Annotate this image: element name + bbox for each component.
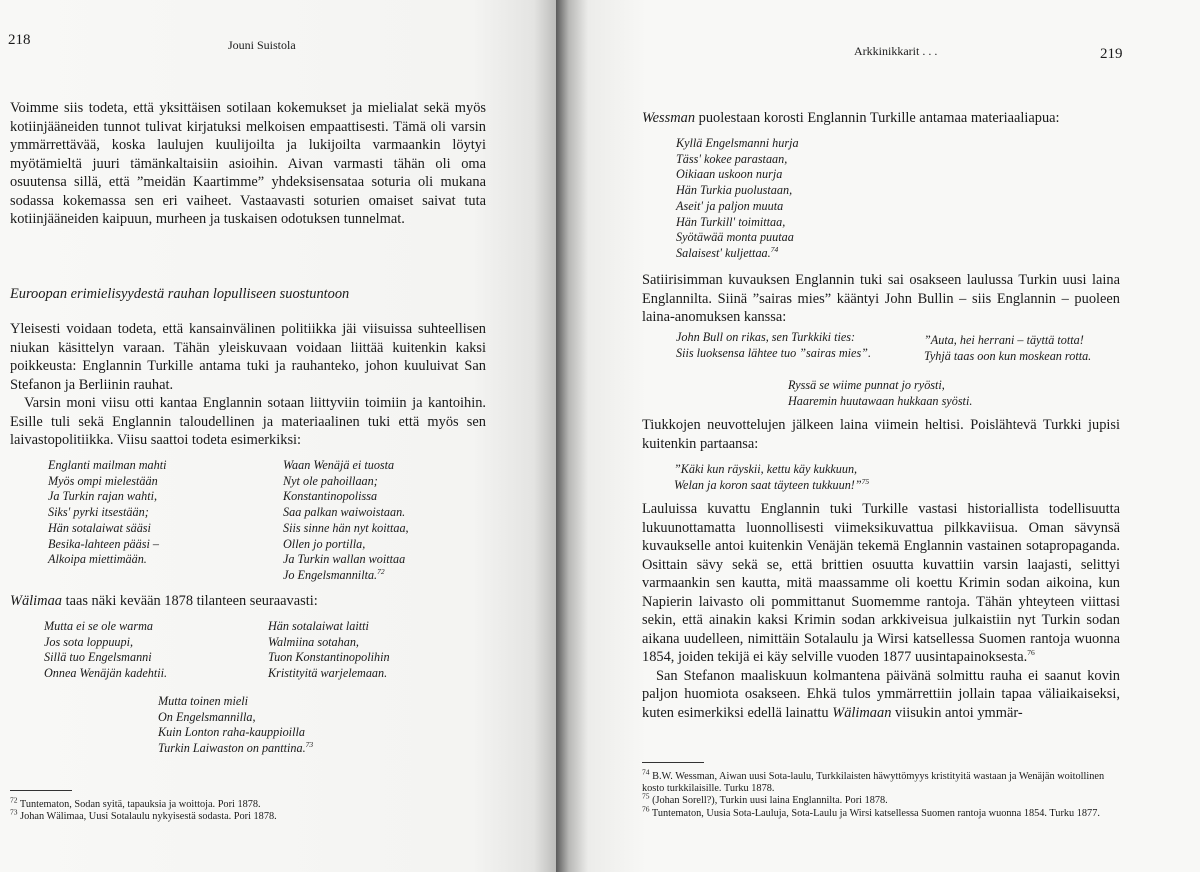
footnote-rule xyxy=(10,790,72,791)
poem-line: Nyt ole pahoillaan; xyxy=(283,473,378,488)
poem-line: Sillä tuo Engelsmanni xyxy=(44,650,152,665)
section-heading: Euroopan erimielisyydestä rauhan lopulliseen suostuntoon xyxy=(10,286,350,302)
poem-line: Haaremin huutawaan hukkaan syösti. xyxy=(788,393,973,408)
paragraph xyxy=(642,500,1120,722)
poem-line: Alkoipa miettimään. xyxy=(48,552,147,567)
poem-line: Hän Turkia puolustaan, xyxy=(676,183,793,198)
footnote-ref: 73 xyxy=(305,740,314,750)
poem-line: Konstantinopolissa xyxy=(283,489,378,504)
poem-line: Hän sotalaiwat sääsi xyxy=(48,520,151,535)
footnote xyxy=(642,791,1122,807)
footnote xyxy=(10,795,480,811)
paragraph-text: puolestaan korosti Englannin Turkille antamaa materiaaliapua: xyxy=(698,110,1060,126)
poem-line: Täss' kokee parastaan, xyxy=(676,151,788,166)
poem-column xyxy=(44,619,167,682)
paragraph xyxy=(10,320,486,450)
footnote-ref: 75 xyxy=(861,476,870,486)
poem-line: Ja Turkin rajan wahti, xyxy=(48,489,158,504)
poem-line: Tuon Konstantinopolihin xyxy=(268,650,390,665)
poem-line: Jos sota loppuupi, xyxy=(44,634,134,649)
author-name: Wessman xyxy=(642,110,696,126)
poem-line: Siks' pyrki itsestään; xyxy=(48,505,149,520)
poem-line: Ollen jo portilla, xyxy=(283,536,366,551)
poem-line: Syötäwää monta puutaa xyxy=(676,230,794,245)
footnote-number: 72 xyxy=(10,795,18,805)
paragraph xyxy=(10,99,486,229)
poem-line: Mutta ei se ole warma xyxy=(44,619,153,633)
poem-column xyxy=(674,462,869,493)
poem-line: Besika-lahteen pääsi – xyxy=(48,536,160,551)
poem-column xyxy=(676,330,871,361)
poem-line: Jo Engelsmannilta.$^{72}$ xyxy=(283,566,385,582)
poem-column xyxy=(48,458,167,568)
poem-line: Aseit' ja paljon muuta xyxy=(676,198,784,213)
paragraph xyxy=(642,271,1120,327)
footnote xyxy=(10,807,480,823)
footnote-text: Tuntematon, Sodan syitä, tapauksia ja woittoja. Pori 1878. xyxy=(17,799,261,810)
poem-column xyxy=(158,694,313,757)
footnote-text: Johan Wälimaa, Uusi Sotalaulu nykyisestä sodasta. Pori 1878. xyxy=(17,811,277,823)
poem-line: Salaisest' kuljettaa.$^{74}$ xyxy=(676,244,779,260)
poem-line: Hän Turkill' toimittaa, xyxy=(676,214,786,229)
poem-line: ”Käki kun räyskii, kettu käy kukkuun, xyxy=(674,462,858,476)
footnote-text: (Johan Sorell?), Turkin uusi laina Englannilta. Pori 1878. xyxy=(649,795,888,807)
poem-line: Siis sinne hän nyt koittaa, xyxy=(283,520,409,535)
poem-line: Walmiina sotahan, xyxy=(268,634,359,649)
footnote-rule xyxy=(642,762,704,763)
poem-line: Oikiaan uskoon nurja xyxy=(676,167,783,182)
paragraph-text: Yleisesti voidaan todeta, että kansainvälinen politiikka jäi viisuissa suhteellisen niukan käsittelyn varaan. Tähän yleiskuvaan voidaan liittää kuitenkin kaksi poikkeusta: Englannin Turkille antama tuki ja rauhanteko, johon kuuluivat San Stefanon ja Berliinin rauhat. xyxy=(10,321,486,393)
paragraph-text: Voimme siis todeta, että yksittäisen sotilaan kokemukset ja mielialat sekä myös kotiinjääneiden tunnot tulivat kirjatuksi melkoisen empaattisesti. Tämä oli varsin ymmärrettävää, koska laulujen kuulijoilta ja lukijoilta varmaankin löytyi myötämieltä juuri tämänkaltaisiin asioihin. Aivan varmasti tähän oli oma osuutensa sillä, että ”meidän Kaartimme” yhdeksisensataa soturia oli mukana sodassa kokemassa sen eri vaiheet. Vastaavasti soturien omaiset saivat tuta kotiinjääneiden kaipuun, murheen ja tuskaisen odotuksen tunnelmat. xyxy=(10,100,486,227)
paragraph-text: Tiukkojen neuvottelujen jälkeen laina viimein heltisi. Poislähtevä Turkki jupisi kuitenkin partaansa: xyxy=(642,417,1120,452)
poem-line: Turkin Laiwaston on panttina.$^{73}$ xyxy=(158,740,314,756)
running-head: Jouni Suistola xyxy=(228,38,296,52)
poem-line: Tyhjä taas oon kun moskean rotta. xyxy=(924,348,1092,363)
footnote xyxy=(642,804,1122,820)
author-name: Wälimaa xyxy=(10,593,62,609)
right-page xyxy=(556,0,1200,872)
footnote-number: 73 xyxy=(10,807,18,817)
footnote-text: B.W. Wessman, Aiwan uusi Sota-laulu, Turkkilaisten häwyttömyys kristityitä wastaan ja Wenäjän woitollinen kosto turkkilaisille. Turku 1878. xyxy=(642,771,1105,795)
poem-line: Mutta toinen mieli xyxy=(158,694,249,708)
footnotes xyxy=(642,767,1122,820)
poem-column xyxy=(283,458,409,584)
poem-line: Hän sotalaiwat laitti xyxy=(268,619,369,633)
footnote-number: 76 xyxy=(642,804,650,814)
author-name: Wälimaan xyxy=(832,704,892,721)
footnote xyxy=(642,767,1122,795)
paragraph xyxy=(10,592,486,611)
poem-column xyxy=(268,619,390,682)
page-number: 219 xyxy=(1100,46,1123,62)
page-number: 218 xyxy=(8,32,31,48)
poem-line: Welan ja koron saat täyteen tukkuun!”$^{75}$ xyxy=(674,476,870,492)
poem-line: Kuin Lonton raha-kauppioilla xyxy=(158,725,305,740)
paragraph xyxy=(642,109,1120,128)
poem-column xyxy=(924,333,1091,364)
paragraph-text: San Stefanon maaliskuun kolmantena päivänä solmittu rauha ei saanut kovin paljon huomiota osakseen. Ehkä tulos ymmärrettiin jollain tapaa väliaikaiseksi, kuten esimerkiksi edellä lainattu xyxy=(642,667,1120,721)
poem-line: Ryssä se wiime punnat jo ryösti, xyxy=(788,378,945,392)
poem-line: Saa palkan waiwoistaan. xyxy=(283,505,406,520)
paragraph-text: Lauluissa kuvattu Englannin tuki Turkille vastasi historiallista todellisuutta lukuunottamatta luonnollisesti viimeksikuvattua pilkkaviisua. Oman sävynsä kuvaukselle antoi kuitenkin Venäjän tekemä Englannin vastainen sotapropaganda. Osittain sävy sekä se, että brittien osuutta kuvattiin varsin laajasti, selittyi varmaankin sen kautta, mitä maassamme oli koettu Krimin sodan aikoina, kun Napierin laivasto oli pommittanut Suomemme rantoja. Tähän yhteyteen viittasi sekin, että ainakin kaksi Krimin sodan arkkiveisua julkaistiin nyt Turkin sodan aikana uudelleen, nimittäin Sotalaulu ja Wirsi katsellessa Suomen rantoja wuonna 1854, joiden tekijä ei käy selville vuoden 1877 uusintapainoksesta. xyxy=(642,501,1120,665)
poem-line: Ja Turkin wallan woittaa xyxy=(283,552,406,567)
poem-line: Kristityitä warjelemaan. xyxy=(268,666,388,681)
running-head: Arkkinikkarit . . . xyxy=(854,44,938,58)
paragraph-text: viisukin antoi ymmär- xyxy=(895,704,1023,721)
footnote-ref: 74 xyxy=(770,244,779,254)
poem-line: Waan Wenäjä ei tuosta xyxy=(283,458,395,472)
poem-line: Onnea Wenäjän kadehtii. xyxy=(44,666,168,681)
paragraph-text: Satiirisimman kuvauksen Englannin tuki sai osakseen laulussa Turkin uusi laina Englannilta. Siinä ”sairas mies” kääntyi John Bullin – siis Englannin – puoleen laina-anomuksen kanssa: xyxy=(642,272,1120,325)
paragraph-text: taas näki kevään 1878 tilanteen seuraavasti: xyxy=(65,593,318,609)
footnote-number: 75 xyxy=(642,791,650,801)
poem-column xyxy=(676,136,799,262)
poem-line: On Engelsmannilla, xyxy=(158,709,256,724)
poem-column xyxy=(788,378,972,409)
footnote-ref: 76 xyxy=(1027,648,1035,658)
footnotes xyxy=(10,795,480,823)
poem-line: John Bull on rikas, sen Turkkiki ties: xyxy=(676,330,856,344)
left-page xyxy=(0,0,556,872)
footnote-text: Tuntematon, Uusia Sota-Lauluja, Sota-Laulu ja Wirsi katsellessa Suomen rantoja wuonna 1854. Turku 1877. xyxy=(649,807,1100,819)
poem-line: Englanti mailman mahti xyxy=(48,458,167,472)
paragraph-text: Varsin moni viisu otti kantaa Englannin sotaan liittyviin toimiin ja kantoihin. Esille tuli sekä Englannin taloudellinen ja materiaalinen tuki että myös sen laivastopolitiikka. Viisu saattoi todeta esimerkiksi: xyxy=(10,395,486,448)
poem-line: Myös ompi mielestään xyxy=(48,473,158,488)
footnote-ref: 72 xyxy=(377,566,385,576)
paragraph xyxy=(642,416,1120,453)
poem-line: Siis luoksensa lähtee tuo ”sairas mies”. xyxy=(676,345,872,360)
poem-line: Kyllä Engelsmanni hurja xyxy=(676,136,799,150)
poem-line: ”Auta, hei herrani – täyttä totta! xyxy=(924,333,1084,347)
footnote-number: 74 xyxy=(642,767,650,777)
